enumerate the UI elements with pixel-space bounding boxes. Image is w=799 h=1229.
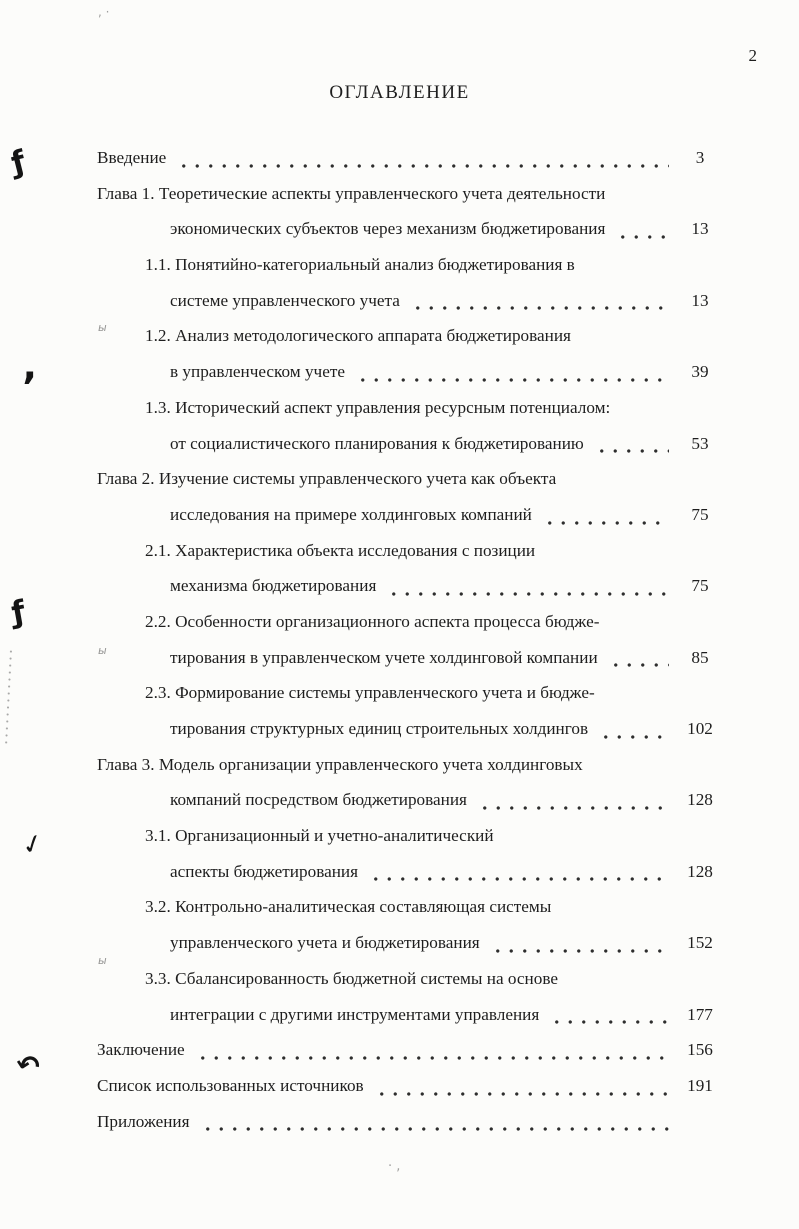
scan-artifact: ы — [98, 954, 107, 967]
toc-entry-page: 75 — [691, 576, 709, 596]
toc-entry-text: 3.3. Сбалансированность бюджетной системы на основе — [145, 968, 558, 988]
dot-leader — [199, 1124, 669, 1134]
toc-entry-text: аспекты бюджетирования — [170, 861, 359, 881]
toc-line — [97, 604, 727, 640]
toc-entry-page: 3 — [695, 148, 705, 167]
toc-entry-text: в управленческом учете — [170, 362, 345, 382]
toc-line — [97, 782, 727, 818]
toc-line — [97, 961, 727, 997]
dot-leader — [489, 946, 669, 956]
dot-leader — [476, 803, 669, 813]
dot-leader — [385, 589, 669, 599]
toc-line — [97, 818, 727, 854]
handwritten-margin-mark: ƒ — [8, 594, 28, 631]
toc-entry-text: компаний посредством бюджетирования — [170, 790, 467, 810]
toc-entry-page: 75 — [691, 504, 709, 524]
toc-entry-text: Приложения — [97, 1111, 190, 1131]
dot-leader — [373, 1089, 669, 1099]
toc-line — [97, 1032, 727, 1068]
toc-entry-text: Список использованных источников — [97, 1075, 364, 1095]
table-of-contents — [0, 140, 799, 1139]
toc-line — [97, 640, 727, 676]
toc-entry-text: 2.1. Характеристика объекта исследования с позиции — [145, 540, 536, 560]
dot-leader — [597, 732, 669, 742]
dot-leader — [548, 1017, 669, 1027]
toc-entry-text: Глава 2. Изучение системы управленческого учета как объекта — [97, 469, 557, 489]
toc-line — [97, 533, 727, 569]
toc-entry-page: 102 — [687, 719, 713, 738]
toc-entry-text: Заключение — [97, 1040, 185, 1060]
toc-entry-page: 13 — [691, 219, 709, 239]
toc-entry-text: интеграции с другими инструментами управления — [170, 1004, 540, 1024]
toc-line — [97, 1104, 727, 1140]
toc-entry-page: 177 — [687, 1004, 713, 1024]
toc-entry-text: 2.3. Формирование системы управленческого учета и бюдже- — [145, 683, 595, 703]
toc-entry-text: управленческого учета и бюджетирования — [170, 933, 480, 953]
toc-entry-text: Введение — [97, 148, 167, 167]
toc-entry-text: тирования структурных единиц строительных холдингов — [170, 719, 589, 738]
scan-artifact: ы — [98, 321, 107, 334]
handwritten-margin-mark: ✓ — [17, 827, 48, 863]
handwritten-margin-mark: ’ — [22, 365, 38, 411]
toc-line — [97, 568, 727, 604]
toc-line — [97, 176, 727, 212]
toc-line — [97, 211, 727, 247]
toc-line — [97, 461, 727, 497]
dot-leader — [607, 660, 669, 670]
toc-line — [97, 318, 727, 354]
toc-line — [97, 140, 727, 176]
toc-line — [97, 497, 727, 533]
toc-entry-text: 2.2. Особенности организационного аспекта процесса бюдже- — [145, 611, 600, 631]
toc-line — [97, 711, 727, 747]
dot-leader — [541, 518, 669, 528]
toc-entry-page: 191 — [687, 1075, 713, 1095]
dot-leader — [367, 874, 669, 884]
toc-entry-page: 128 — [687, 790, 713, 810]
dot-leader — [614, 232, 669, 242]
scan-artifact: · , — [388, 1159, 401, 1174]
toc-entry-text: механизма бюджетирования — [170, 576, 377, 596]
toc-line — [97, 925, 727, 961]
scan-artifact: , · — [98, 5, 110, 19]
toc-entry-page: 53 — [691, 433, 709, 453]
toc-entry-text: экономических субъектов через механизм бюджетирования — [170, 219, 606, 239]
toc-line — [97, 390, 727, 426]
dot-leader — [409, 303, 669, 313]
toc-entry-text: 3.2. Контрольно-аналитическая составляющая системы — [145, 897, 552, 917]
toc-entry-page: 128 — [687, 861, 713, 881]
toc-entry-page: 13 — [691, 290, 709, 310]
toc-entry-page: 152 — [687, 933, 713, 953]
toc-line — [97, 889, 727, 925]
dot-leader — [194, 1053, 669, 1063]
toc-entry-page: 39 — [691, 362, 709, 382]
dot-leader — [593, 446, 669, 456]
toc-entry-text: от социалистического планирования к бюджетированию — [170, 433, 584, 453]
toc-entry-text: системе управленческого учета — [170, 290, 400, 310]
scan-artifact: ы — [98, 644, 107, 657]
toc-line — [97, 247, 727, 283]
toc-entry-page: 156 — [687, 1040, 713, 1060]
toc-entry-text: тирования в управленческом учете холдинговой компании — [170, 647, 598, 667]
dot-leader — [175, 161, 669, 171]
page-number: 2 — [748, 46, 757, 65]
toc-line — [97, 747, 727, 783]
handwritten-margin-mark: ↶ — [12, 1046, 43, 1085]
toc-line — [97, 997, 727, 1033]
toc-entry-text: исследования на примере холдинговых компаний — [170, 504, 532, 524]
toc-entry-text: 3.1. Организационный и учетно-аналитический — [145, 826, 494, 846]
dot-leader — [354, 375, 669, 385]
handwritten-margin-mark: ƒ — [7, 143, 29, 182]
toc-line — [97, 854, 727, 890]
toc-line — [97, 426, 727, 462]
page-title: ОГЛАВЛЕНИЕ — [329, 82, 470, 103]
toc-entry-text: Глава 1. Теоретические аспекты управленческого учета деятельности — [97, 183, 606, 203]
toc-line — [97, 354, 727, 390]
toc-entry-text: 1.2. Анализ методологического аппарата бюджетирования — [145, 326, 571, 346]
toc-line — [97, 283, 727, 319]
toc-line — [97, 1068, 727, 1104]
toc-entry-text: 1.3. Исторический аспект управления ресурсным потенциалом: — [145, 397, 611, 417]
toc-line — [97, 675, 727, 711]
toc-entry-page: 85 — [691, 647, 709, 667]
toc-entry-text: 1.1. Понятийно-категориальный анализ бюджетирования в — [145, 255, 575, 275]
toc-entry-text: Глава 3. Модель организации управленческого учета холдинговых — [97, 754, 583, 774]
